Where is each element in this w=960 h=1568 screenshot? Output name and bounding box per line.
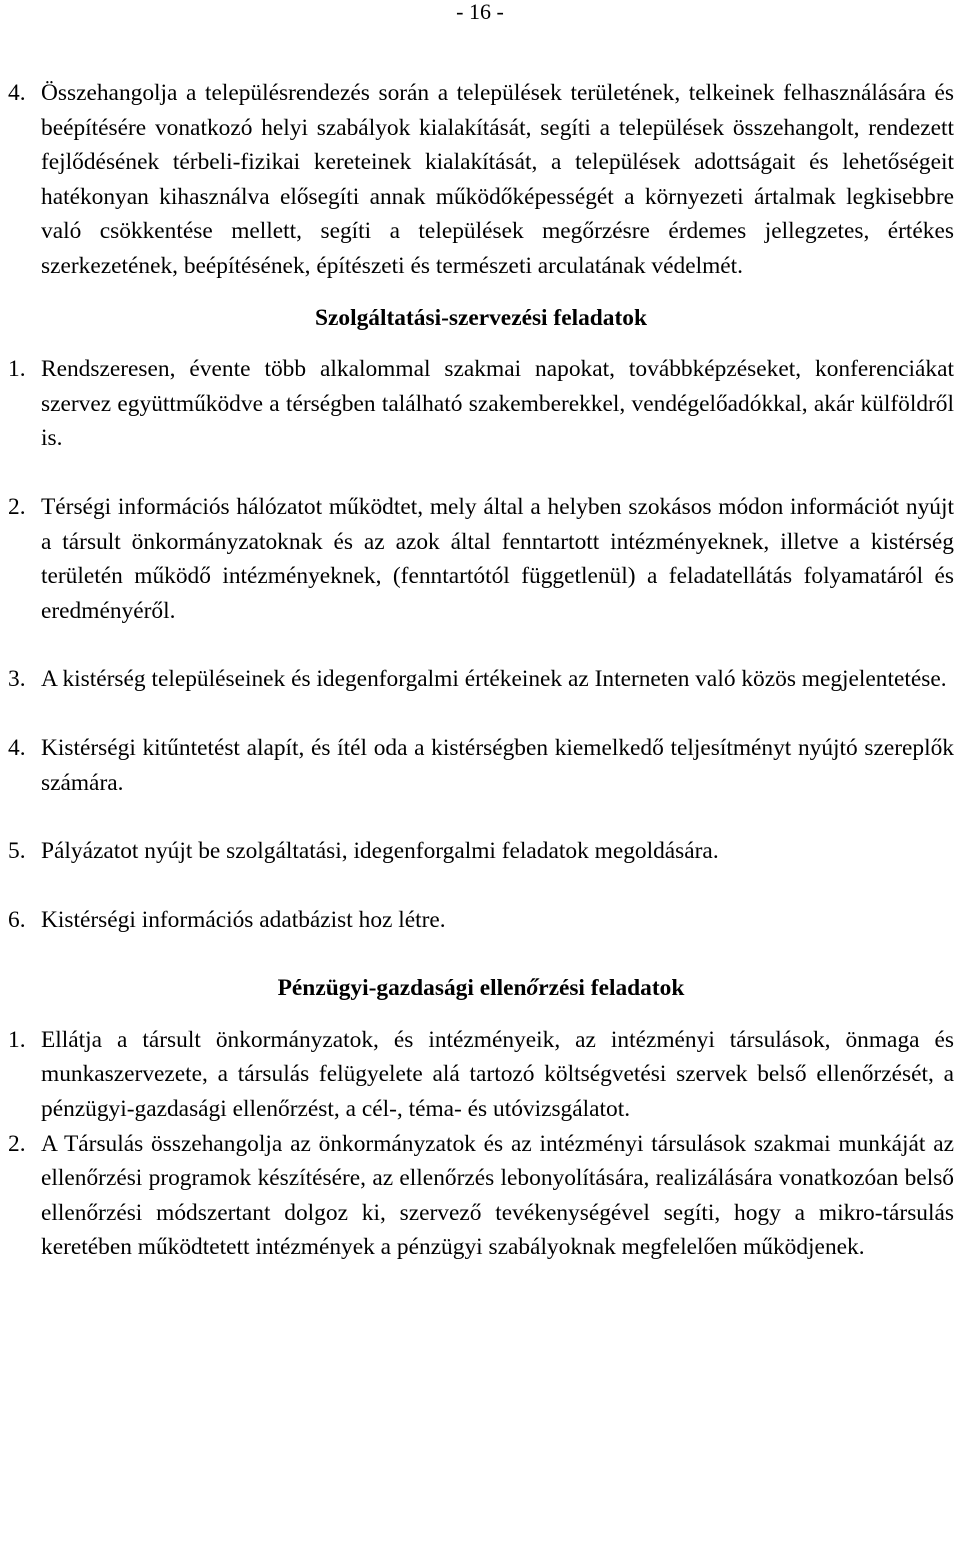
page-number-text: - 16 - — [456, 0, 504, 24]
heading-part: Pénzügyi-gazdasági ellen — [277, 975, 527, 1002]
list-item — [8, 834, 954, 869]
list-item — [8, 76, 954, 284]
heading-part-italic: ő — [526, 975, 539, 1002]
item-number: 2. — [8, 493, 26, 520]
item-text: Kistérségi információs adatbázist hoz létre. — [41, 906, 446, 933]
section-heading-finance — [8, 971, 954, 1006]
item-number: 1. — [8, 356, 26, 383]
page-number — [0, 0, 960, 24]
item-text: Kistérségi kitűntetést alapít, és ítél oda a kistérségben kiemelkedő teljesítményt nyújtó szereplők számára. — [41, 734, 954, 796]
list-item — [8, 1127, 954, 1265]
item-number: 4. — [8, 80, 26, 106]
item-number: 1. — [8, 1026, 26, 1053]
item-text: Rendszeresen, évente több alkalommal szakmai napokat, továbbképzéseket, konferenciákat szervez együttműködve a térségben található szakemberekkel, vendégelőadókkal, akár külföldről is. — [41, 356, 954, 452]
item-number: 4. — [8, 734, 26, 761]
list-item — [8, 1023, 954, 1127]
list-item — [8, 662, 954, 697]
item-text: Pályázatot nyújt be szolgáltatási, idegenforgalmi feladatok megoldására. — [41, 838, 719, 865]
item-text: Térségi információs hálózatot működtet, mely által a helyben szokásos módon információt nyújt a társult önkormányzatoknak és az azok által fenntartott intézményeknek, illetve a kistérség területén működő intézményeknek, (fenntartótól függetlenül) a feladatellátás folyamatáról és eredményéről. — [41, 493, 954, 624]
item-number: 2. — [8, 1130, 26, 1157]
item-number: 3. — [8, 666, 26, 693]
item-number: 6. — [8, 906, 26, 933]
section-heading-services: Szolgáltatási-szervezési feladatok — [315, 304, 647, 331]
document-body — [8, 76, 954, 1265]
item-text: A kistérség településeinek és idegenforgalmi értékeinek az Interneten való közös megjelentetése. — [41, 666, 947, 693]
item-text: A Társulás összehangolja az önkormányzatok és az intézményi társulások szakmai munkáját az ellenőrzési programok készítésére, az ellenőrzés lebonyolítására, realizálására vonatkozóan belső ellenőrzési módszertant dolgoz ki, szervező tevékenységével segíti, hogy a mikro-társulás keretében működtetett intézmények a pénzügyi szabályoknak megfelelően működjenek. — [41, 1130, 954, 1261]
item-number: 5. — [8, 838, 26, 865]
list-item — [8, 490, 954, 628]
list-item — [8, 352, 954, 456]
list-item — [8, 731, 954, 800]
list-item — [8, 903, 954, 938]
item-text: Összehangolja a településrendezés során a települések területének, telkeinek felhasználására és beépítésére vonatkozó helyi szabályok kialakítását, segíti a települések összehangolt, rendezett fejlődésének térbeli-fizikai kereteinek kialakítását, a települések adottságait és lehetőségeit hatékonyan kihasználva elősegíti annak működőképességét a környezeti ártalmak legkisebbre való csökkentése mellett, segíti a települések megőrzésre érdemes jellegzetes, értékes szerkezetének, beépítésének, építészeti és természeti arculatának védelmét. — [41, 80, 954, 279]
heading-part: rzési feladatok — [538, 975, 685, 1002]
item-text: Ellátja a társult önkormányzatok, és intézményeik, az intézményi társulások, önmaga és munkaszervezete, a társulás felügyelete alá tartozó költségvetési szervek belső ellenőrzését, a pénzügyi-gazdasági ellenőrzést, a cél-, téma- és utóvizsgálatot. — [41, 1026, 954, 1123]
